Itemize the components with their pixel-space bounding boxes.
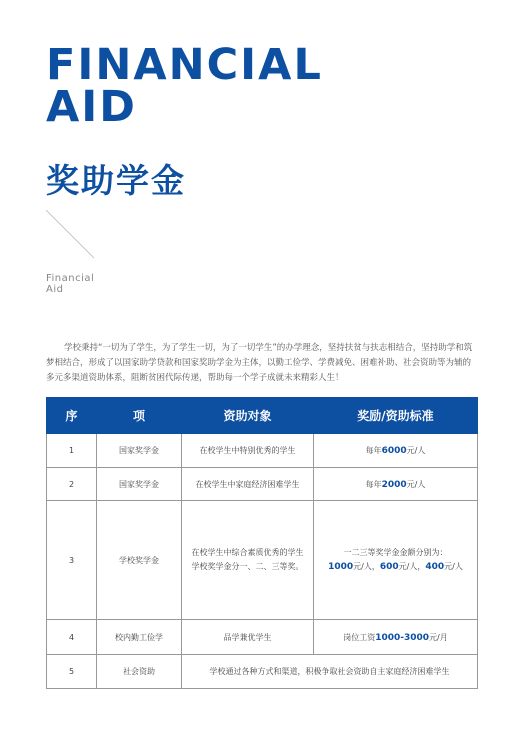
cell-target [182, 501, 314, 620]
standard-unit: 元/月 [429, 632, 448, 642]
cell-target: 在校学生中特别优秀的学生 [182, 434, 314, 468]
cell-target: 在校学生中家庭经济困难学生 [182, 468, 314, 501]
header-target: 资助对象 [182, 398, 314, 434]
cell-target-merged: 学校通过各种方式和渠道，积极争取社会资助自主家庭经济困难学生 [182, 655, 478, 689]
decorative-diagonal-line [46, 210, 96, 260]
cell-target: 品学兼优学生 [182, 620, 314, 655]
cell-item: 国家奖学金 [97, 434, 182, 468]
standard-line-1: 一二三等奖学金金额分别为： [343, 548, 448, 557]
table-row [47, 620, 478, 655]
standard-amount: 1000 [328, 562, 354, 572]
standard-amount: 6000 [381, 446, 407, 456]
cell-no: 1 [47, 434, 97, 468]
cell-standard [314, 501, 478, 620]
table-row [47, 468, 478, 501]
target-line-1: 在校学生中综合素质优秀的学生 [191, 548, 304, 557]
subtitle [46, 273, 94, 295]
header-no: 序 [47, 398, 97, 434]
standard-unit: 元/人 [406, 479, 426, 489]
title-line-1: FINANCIAL [46, 40, 323, 90]
cell-no: 2 [47, 468, 97, 501]
standard-line-2 [318, 560, 473, 574]
table-row [47, 434, 478, 468]
cell-item: 国家奖学金 [97, 468, 182, 501]
intro-paragraph: 学校秉持“一切为了学生，为了学生一切，为了一切学生”的办学理念，坚持扶贫与扶志相结合，坚持助学和筑梦相结合，形成了以国家助学贷款和国家奖助学金为主体，以勤工俭学、学费减免、困难补助、社会资助等为辅的多元多渠道资助体系，阻断贫困代际传递，帮助每一个学子成就未来精彩人生！ [46, 342, 473, 383]
standard-unit: 元/人， [353, 562, 380, 571]
standard-amount: 400 [425, 562, 445, 572]
cell-no: 4 [47, 620, 97, 655]
standard-amount: 1000-3000 [375, 632, 430, 643]
cell-item: 社会资助 [97, 655, 182, 689]
table-row [47, 501, 478, 620]
cell-no: 5 [47, 655, 97, 689]
standard-amount: 600 [379, 562, 399, 572]
header-item: 项 [97, 398, 182, 434]
cell-no: 3 [47, 501, 97, 620]
standard-unit: 元/人 [406, 446, 426, 455]
standard-unit: 元/人， [398, 562, 426, 571]
standard-prefix: 每年 [365, 446, 382, 455]
standard-unit: 元/人 [444, 562, 463, 571]
table-header-row [47, 398, 478, 434]
title-line-2: AID [46, 82, 137, 132]
header-standard: 奖励/资助标准 [314, 398, 478, 434]
financial-aid-table [46, 397, 478, 689]
cell-item: 学校奖学金 [97, 501, 182, 620]
cell-item: 校内勤工俭学 [97, 620, 182, 655]
subtitle-line-2: Aid [46, 284, 64, 295]
cell-standard [314, 468, 478, 501]
table-row [47, 655, 478, 689]
page-title [46, 40, 323, 132]
target-line-2: 学校奖学金分一、二、三等奖。 [191, 562, 304, 571]
cell-standard [314, 620, 478, 655]
subtitle-line-1: Financial [46, 273, 95, 284]
standard-amount: 2000 [381, 479, 407, 490]
cell-standard [314, 434, 478, 468]
standard-prefix: 岗位工资 [343, 632, 376, 642]
standard-prefix: 每年 [365, 479, 382, 489]
chinese-title: 奖助学金 [46, 161, 186, 200]
